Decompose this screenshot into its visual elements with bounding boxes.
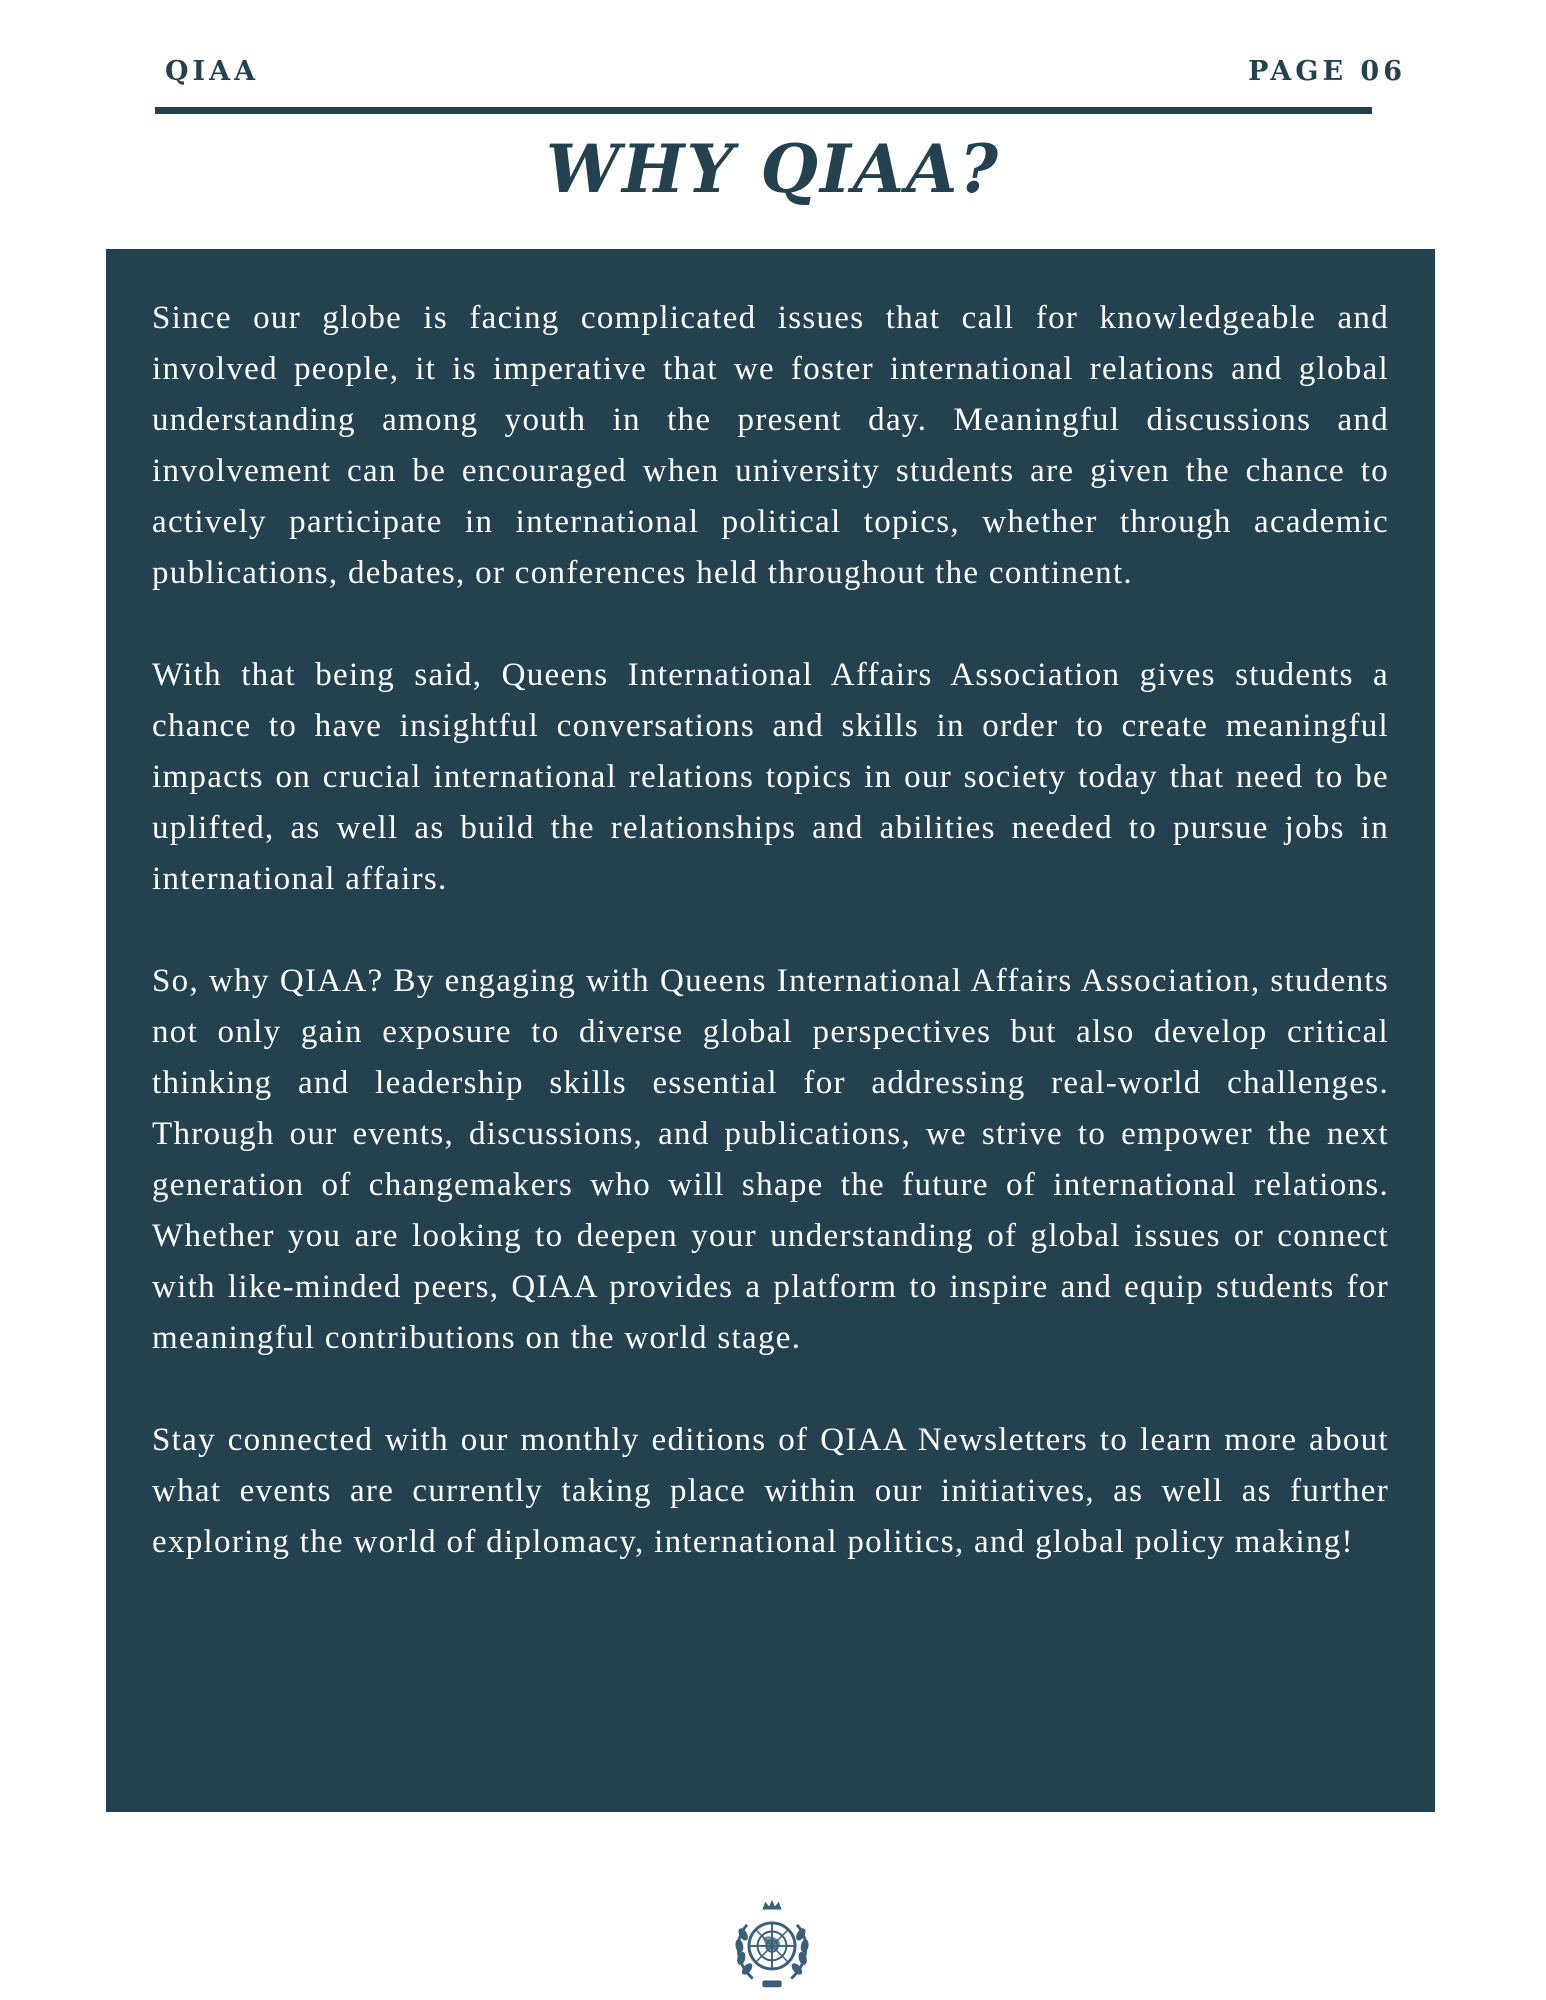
paragraph: Stay connected with our monthly editions of QIAA Newsletters to learn more about what events are currently taking place within our initiatives, as well as further exploring the world of diplomacy, international politics, and global policy making! bbox=[152, 1422, 1389, 1560]
header-divider bbox=[155, 107, 1372, 114]
un-emblem-icon bbox=[724, 1896, 820, 1992]
paragraph: Since our globe is facing complicated issues that call for knowledgeable and involved people, it is imperative that we foster international relations and global understanding among youth in the present day. Meaningful discussions and involvement can be encouraged when university students are given the chance to actively participate in international political topics, whether through academic publications, debates, or conferences held throughout the continent. bbox=[152, 300, 1389, 591]
header-publication-name: QIAA bbox=[165, 56, 260, 87]
header-page-number: PAGE 06 bbox=[1248, 56, 1406, 87]
page-title: WHY QIAA? bbox=[545, 130, 1001, 208]
content-panel bbox=[106, 249, 1435, 1812]
paragraph: With that being said, Queens International Affairs Association gives students a chance to have insightful conversations and skills in order to create meaningful impacts on crucial international relations topics in our society today that need to be uplifted, as well as build the relationships and abilities needed to pursue jobs in international affairs. bbox=[152, 657, 1389, 897]
paragraph: So, why QIAA? By engaging with Queens International Affairs Association, students not only gain exposure to diverse global perspectives but also develop critical thinking and leadership skills essential for addressing real-world challenges. Through our events, discussions, and publications, we strive to empower the next generation of changemakers who will shape the future of international relations. Whether you are looking to deepen your understanding of global issues or connect with like-minded peers, QIAA provides a platform to inspire and equip students for meaningful contributions on the world stage. bbox=[152, 963, 1389, 1356]
